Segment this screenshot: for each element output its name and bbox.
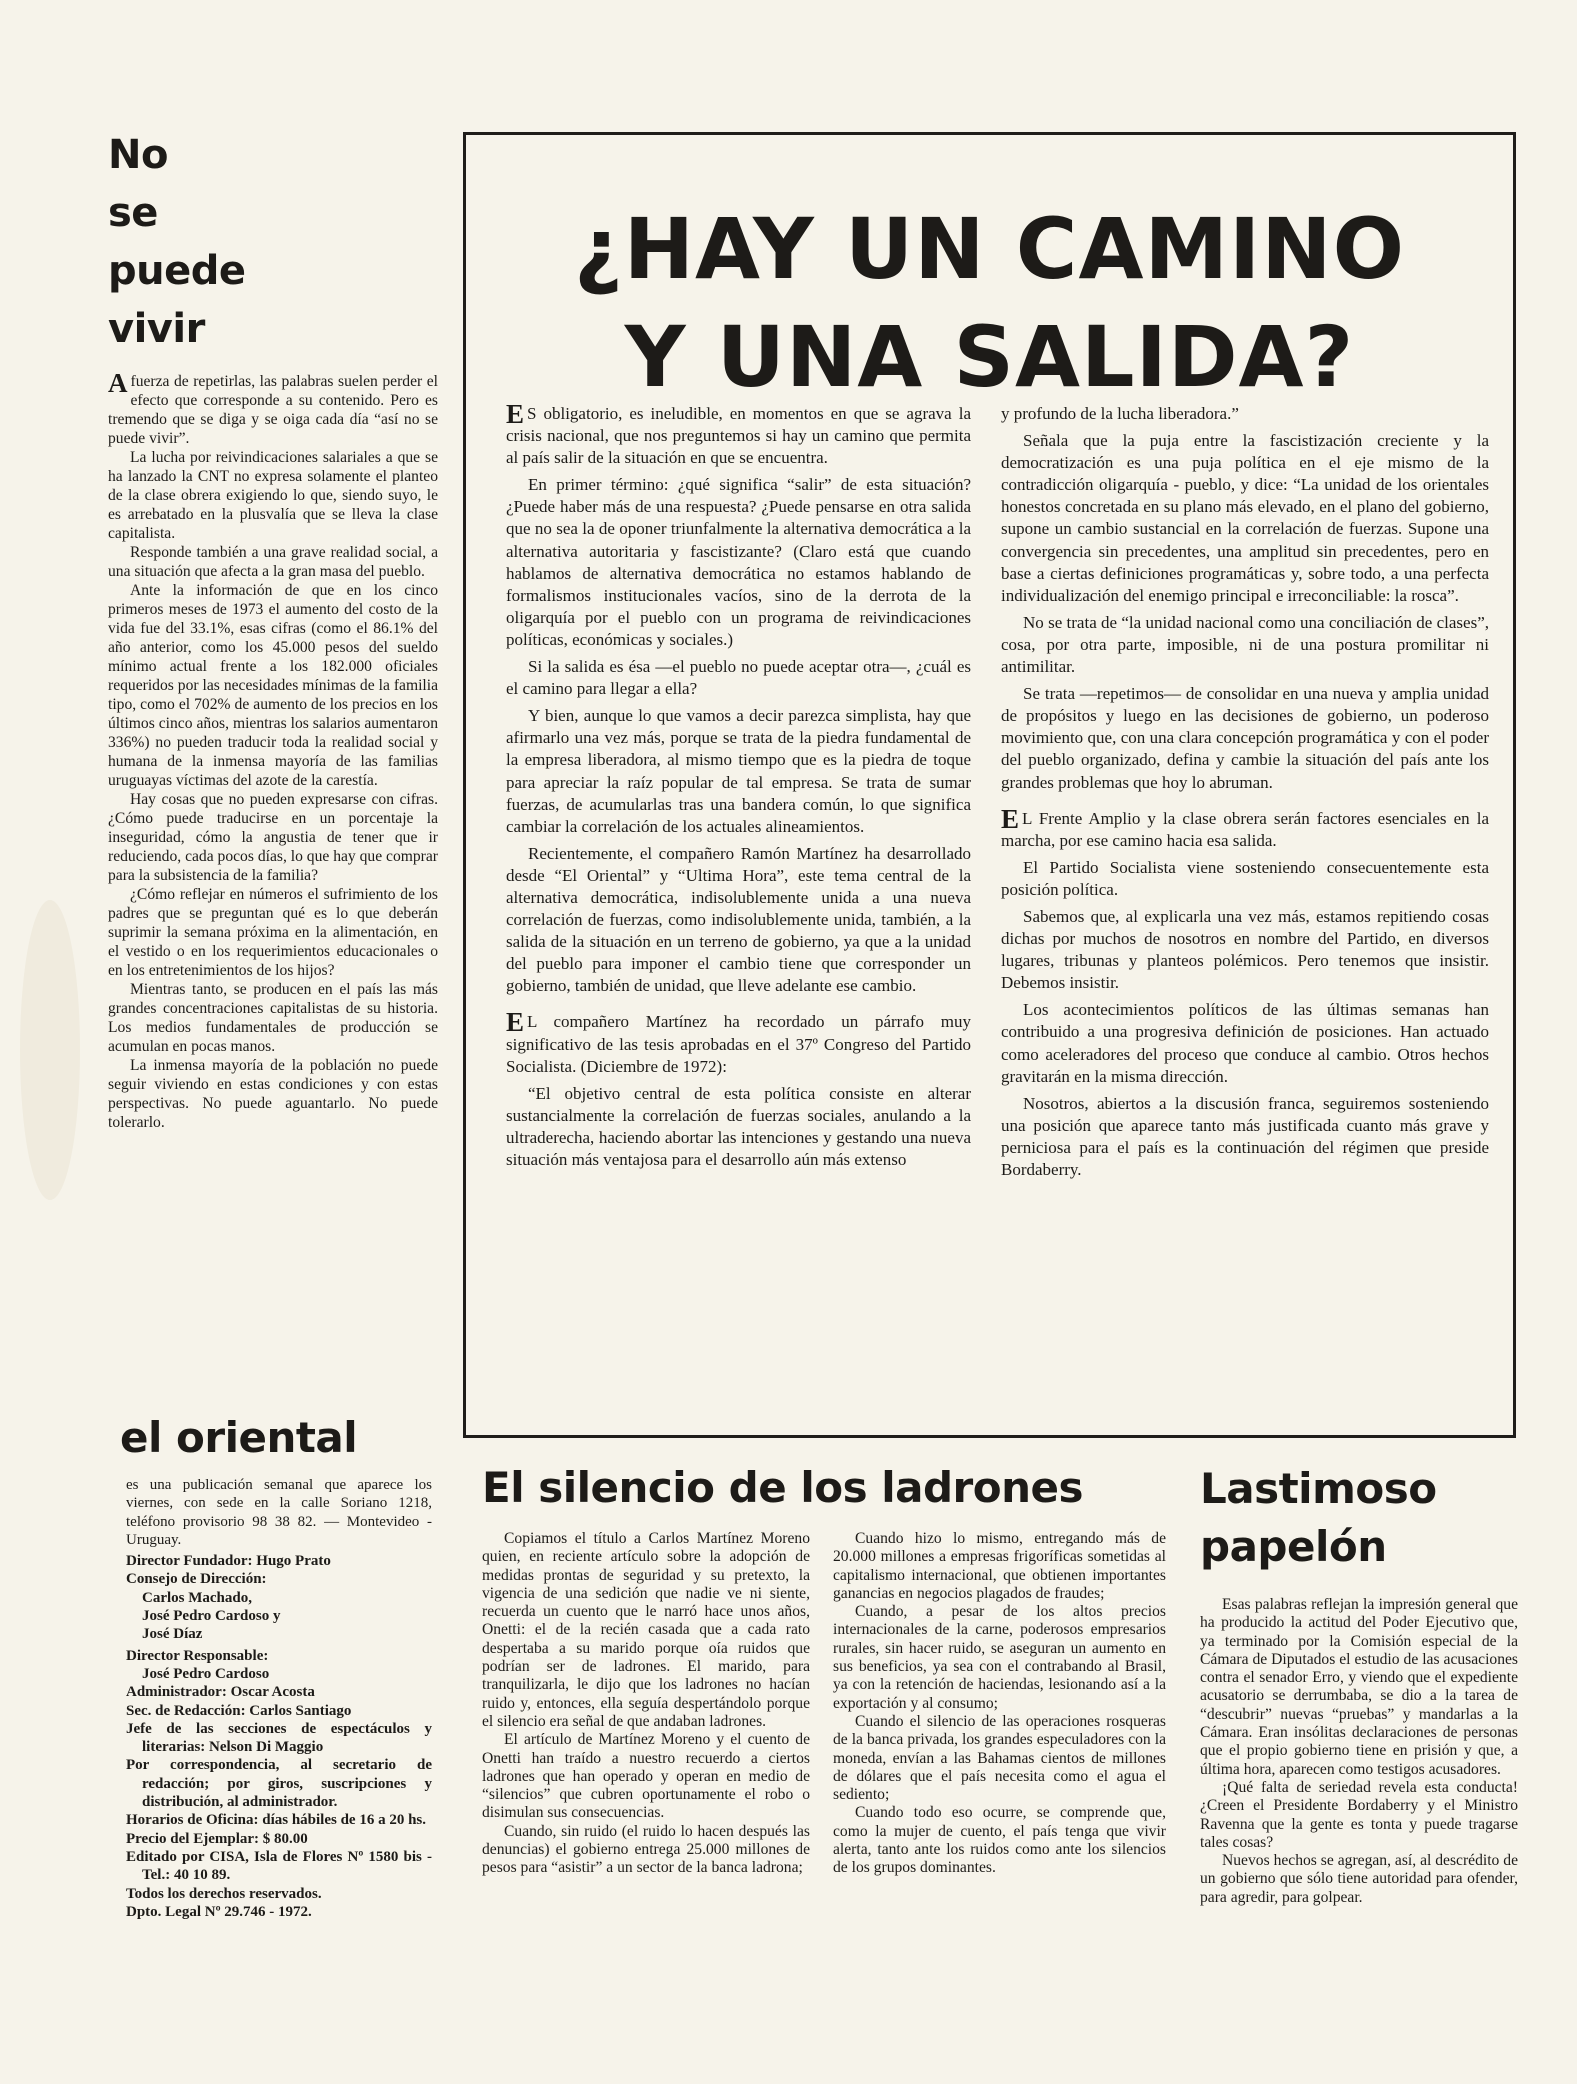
paragraph: Cuando, sin ruido (el ruido lo hacen después las denuncias) el gobierno entrega 25.000 millones de pesos para “asistir” a un sector de la banca ladrona; [482, 1822, 810, 1877]
title-line: ¿HAY UN CAMINO [573, 200, 1406, 298]
value: Administrador: Oscar Acosta [126, 1684, 315, 1701]
left-article-title [108, 126, 298, 358]
title-line: Y UNA SALIDA? [624, 308, 1355, 406]
value: Carlos Machado, [142, 1589, 252, 1606]
paragraph: Sabemos que, al explicarla una vez más, estamos repitiendo cosas dichas por muchos de nosotros en nombre del Partido, en diversos lugares, tribunas y planteos polémicos. Pero tenemos que insistir. Debemos insistir. [1001, 906, 1489, 993]
value: Horarios de Oficina: días hábiles de 16 a 20 hs. [126, 1812, 427, 1829]
value: José Pedro Cardoso [142, 1665, 270, 1682]
paragraph: Cuando hizo lo mismo, entregando más de 20.000 millones a empresas frigoríficas sometidas al capitalismo internacional, que obtienen importantes ganancias en negocios plagados de fraudes; [833, 1530, 1166, 1602]
title-line: papelón [1200, 1522, 1387, 1571]
paragraph: “El objetivo central de esta política consiste en alterar sustancialmente la correlación de fuerzas sociales, anulando a la ultraderecha, haciendo abortar las intenciones y gestando una nueva situación más ventajosa para el desarrollo aún más extenso [506, 1083, 971, 1169]
paragraph: Esas palabras reflejan la impresión general que ha producido la actitud del Poder Ejecutivo que, ya terminado por la Comisión especial de la Cámara de Diputados el estudio de las acusaciones contra el senador Erro, y viendo que el expediente acusatorio se derrumbaba, se dio a la tarea de “descubrir” nuevas “pruebas” y mandarlas a la Cámara. Eran insólitas declaraciones de personas que el propio gobierno tiene en prisión y que, a última hora, aparecen como testigos acusadores. [1200, 1596, 1518, 1778]
paragraph: El artículo de Martínez Moreno y el cuento de Onetti han traído a nuestro recuerdo a ciertos ladrones que han operado y operan en medio de “silencios” que cubren oportunamente el robo o disimulan sus consecuencias. [482, 1731, 810, 1822]
paragraph: Nosotros, abiertos a la discusión franca, seguiremos sosteniendo una posición que aparece tanto más justificada cuanto más grave y perniciosa para el país es la continuación del régimen que preside Bordaberry. [1001, 1093, 1489, 1179]
value: Sec. de Redacción: Carlos Santiago [126, 1702, 352, 1719]
main-article-title [466, 195, 1513, 411]
value: Hugo Prato [256, 1553, 331, 1570]
value: Por correspondencia, al secretario de redacción; por giros, suscripciones y distribución, al administrador. [126, 1757, 432, 1811]
paragraph: Si la salida es ésa —el pueblo no puede aceptar otra—, ¿cuál es el camino para llegar a ella? [506, 657, 971, 699]
title-line: vivir [108, 306, 205, 352]
silencio-title: El silencio de los ladrones [482, 1463, 1083, 1512]
drop-cap: E [506, 1007, 525, 1038]
drop-cap: E [1001, 803, 1020, 834]
value: Precio del Ejemplar: $ 80.00 [126, 1830, 308, 1847]
masthead-title: el oriental [120, 1413, 358, 1462]
title-line: se [108, 190, 158, 236]
paragraph: Responde también a una grave realidad social, a una situación que afecta a la gran masa del pueblo. [108, 544, 438, 580]
paragraph: fuerza de repetirlas, las palabras suelen perder el efecto que corresponde a su contenido. Pero es tremendo que se diga y se oiga cada día “así no se puede vivir”. [108, 373, 438, 447]
value: Dpto. Legal Nº 29.746 - 1972. [126, 1903, 312, 1920]
paragraph: Cuando el silencio de las operaciones rosqueras de la banca privada, los grandes especuladores con la moneda, envían a las Bahamas cientos de millones de dólares que el país necesita como el agua el sediento; [833, 1712, 1166, 1804]
lastimoso-body [1200, 1596, 1518, 1907]
label: Consejo de Dirección: [126, 1571, 267, 1588]
value: José Pedro Cardoso y [142, 1608, 281, 1625]
paragraph: Y bien, aunque lo que vamos a decir parezca simplista, hay que afirmarlo una vez más, porque se trata de la piedra fundamental de la empresa liberadora, al mismo tiempo que es la piedra de toque para apreciar la raíz popular de tal empresa. Se trata de sumar fuerzas, de acumularlas tras una bandera común, lo que significa cambiar la correlación de los actuales alineamientos. [506, 706, 971, 836]
title-line: No [108, 132, 168, 178]
paper-stain [20, 900, 80, 1200]
paragraph: y profundo de la lucha liberadora.” [1001, 404, 1239, 423]
paragraph: L Frente Amplio y la clase obrera serán factores esenciales en la marcha, por ese camino hacia esa salida. [1001, 808, 1489, 850]
label: Director Responsable: [126, 1647, 269, 1664]
paragraph: Los acontecimientos políticos de las últimas semanas han contribuido a una progresiva definición de posiciones. Han actuado como aceleradores del proceso que conduce al cambio. Otros hechos gravitarán en la misma dirección. [1001, 1000, 1489, 1086]
paragraph: El Partido Socialista viene sosteniendo consecuentemente esta posición política. [1001, 857, 1489, 899]
title-line: puede [108, 248, 246, 294]
paragraph: ¿Cómo reflejar en números el sufrimiento de los padres que se preguntan qué es lo que deberán suprimir la semana próxima en la alimentación, en el vestido o en los requerimientos educacionales o en los entretenimientos de los hijos? [108, 886, 438, 979]
main-article-box [463, 132, 1516, 1438]
paragraph: ¡Qué falta de seriedad revela esta conducta! ¿Creen el Presidente Bordaberry y el Ministro Ravenna que la gente es tonta y puede tragarse tales cosas? [1200, 1778, 1518, 1851]
paragraph: Cuando, a pesar de los altos precios internacionales de la carne, poderosos empresarios rurales, sin hacer ruido, se aseguran un aumento en sus beneficios, ya sea con el contrabando al Brasil, ya con la retención de haciendas, lesionando así a la exportación y al consumo; [833, 1603, 1166, 1712]
title-line: Lastimoso [1200, 1464, 1437, 1513]
value: Editado por CISA, Isla de Flores Nº 1580 bis - Tel.: 40 10 89. [126, 1848, 432, 1884]
drop-cap: A [108, 368, 128, 398]
paragraph: L compañero Martínez ha recordado un párrafo muy significativo de las tesis aprobadas en el 37º Congreso del Partido Socialista. (Diciembre de 1972): [506, 1012, 971, 1076]
paragraph: Ante la información de que en los cinco primeros meses de 1973 el aumento del costo de la vida fue del 33.1%, esas cifras (como el 86.1% del año anterior, como los 45.000 pesos del sueldo mínimo actual frente a los 182.000 oficiales requeridos por las necesidades mínimas de la familia tipo, como el 702% de aumento de los precios en los últimos cinco años, mientras los salarios aumentaron 336%) no pueden traducir toda la realidad social y humana de la inmensa mayoría de las familias uruguayas víctimas del azote de la carestía. [108, 582, 438, 789]
masthead-info [126, 1476, 432, 1921]
main-article-column-2 [1001, 403, 1489, 1186]
paragraph: La lucha por reivindicaciones salariales a que se ha lanzado la CNT no expresa solamente el planteo de la clase obrera exigiendo lo que, siendo suyo, le es arrebatado en la plusvalía que se lleva la clase capitalista. [108, 449, 438, 542]
paragraph: S obligatorio, es ineludible, en momentos en que se agrava la crisis nacional, que nos preguntemos si hay un camino que permita al país salir de la situación en que se encuentra. [506, 404, 971, 468]
left-article-body [108, 368, 438, 1132]
value: José Díaz [142, 1626, 203, 1643]
paragraph: Recientemente, el compañero Ramón Martínez ha desarrollado desde “El Oriental” y “Ultima Hora”, este tema central de la alternativa democrática, indisolublemente unida a una nueva correlación de fuerzas, como indisolublemente unida, también, a la salida de la situación en un terreno de gobierno, ya que a la unidad del pueblo para imponer el cambio tiene que corresponder un gobierno, también de unidad, que lleve adelante ese cambio. [506, 843, 971, 996]
main-article-column-1 [506, 399, 971, 1176]
label: Director Fundador: [126, 1553, 253, 1570]
paragraph: Señala que la puja entre la fascistización creciente y la democratización es una puja política en el eje mismo de la contradicción oligarquía - pueblo, y dice: “La unidad de los orientales honestos concretada en su plano más elevado, en el plano del gobierno, supone un cambio sustancial en la correlación de fuerzas. Supone una convergencia sin precedentes, una amplitud sin precedentes, pero en base a ciertas definiciones programáticas y, sobre todo, a una perfecta individualización del enemigo principal e irreconciliable: la rosca”. [1001, 431, 1489, 605]
value: Todos los derechos reservados. [126, 1885, 322, 1902]
paragraph: Mientras tanto, se producen en el país las más grandes concentraciones capitalistas de su historia. Los medios fundamentales de producción se acumulan en pocas manos. [108, 981, 438, 1055]
paragraph: Cuando todo eso ocurre, se comprende que, como la mujer de cuento, el país tenga que vivir alerta, tanto ante los ruidos como ante los silencios de los grupos dominantes. [833, 1804, 1166, 1877]
masthead-intro: es una publicación semanal que aparece los viernes, con sede en la calle Soriano 1218, teléfono provisorio 98 38 82. — Montevideo - Uruguay. [126, 1477, 432, 1548]
value: Jefe de las secciones de espectáculos y literarias: Nelson Di Maggio [126, 1720, 432, 1756]
lastimoso-title [1200, 1460, 1520, 1576]
paragraph: Copiamos el título a Carlos Martínez Moreno quien, en reciente artículo sobre la adopción de medidas prontas de seguridad y su pretexto, la vigencia de una sedición que nadie ve ni siente, recuerda un cuento que le narró hace unos años, Onetti: el de la recién casada que a cada rato despertaba a su marido porque oía ruidos que podrían ser de ladrones. El marido, para tranquilizarla, le dijo que los ladrones no hacían ruido y, entonces, ella seguía despertándolo porque el silencio era señal de que andaban ladrones. [482, 1530, 810, 1730]
paragraph: No se trata de “la unidad nacional como una conciliación de clases”, cosa, por otra parte, imposible, ni de una postura promilitar ni antimilitar. [1001, 612, 1489, 677]
silencio-column-1 [482, 1530, 810, 1878]
paragraph: Hay cosas que no pueden expresarse con cifras. ¿Cómo puede traducirse en un porcentaje la inseguridad, cómo la angustia de tener que ir reduciendo, cada pocos días, lo que hay que comprar para la subsistencia de la familia? [108, 791, 438, 884]
paragraph: Se trata —repetimos— de consolidar en una nueva y amplia unidad de propósitos y luego en las decisiones de gobierno, un poderoso movimiento que, con una clara concepción programática y con el poder del pueblo organizado, defina y cambie la situación del país ante los grandes problemas que hoy lo abruman. [1001, 684, 1489, 792]
paragraph: Nuevos hechos se agregan, así, al descrédito de un gobierno que sólo tiene autoridad para ofender, para agredir, para golpear. [1200, 1852, 1518, 1906]
paragraph: La inmensa mayoría de la población no puede seguir viviendo en estas condiciones y con estas perspectivas. No puede aguantarlo. No puede tolerarlo. [108, 1057, 438, 1131]
drop-cap: E [506, 399, 525, 429]
silencio-column-2 [833, 1530, 1166, 1878]
paragraph: En primer término: ¿qué significa “salir” de esta situación? ¿Puede haber más de una respuesta? ¿Puede pensarse en otra salida que no sea la de oponer triunfalmente la alternativa democrática a la alternativa autoritaria y fascistizante? (Claro está que cuando hablamos de alternativa democrática no estamos hablando de formalismos institucionales vacíos, sino de la derrota de la oligarquía por el pueblo con un programa de reivindicaciones políticas, económicas y sociales.) [506, 475, 971, 649]
